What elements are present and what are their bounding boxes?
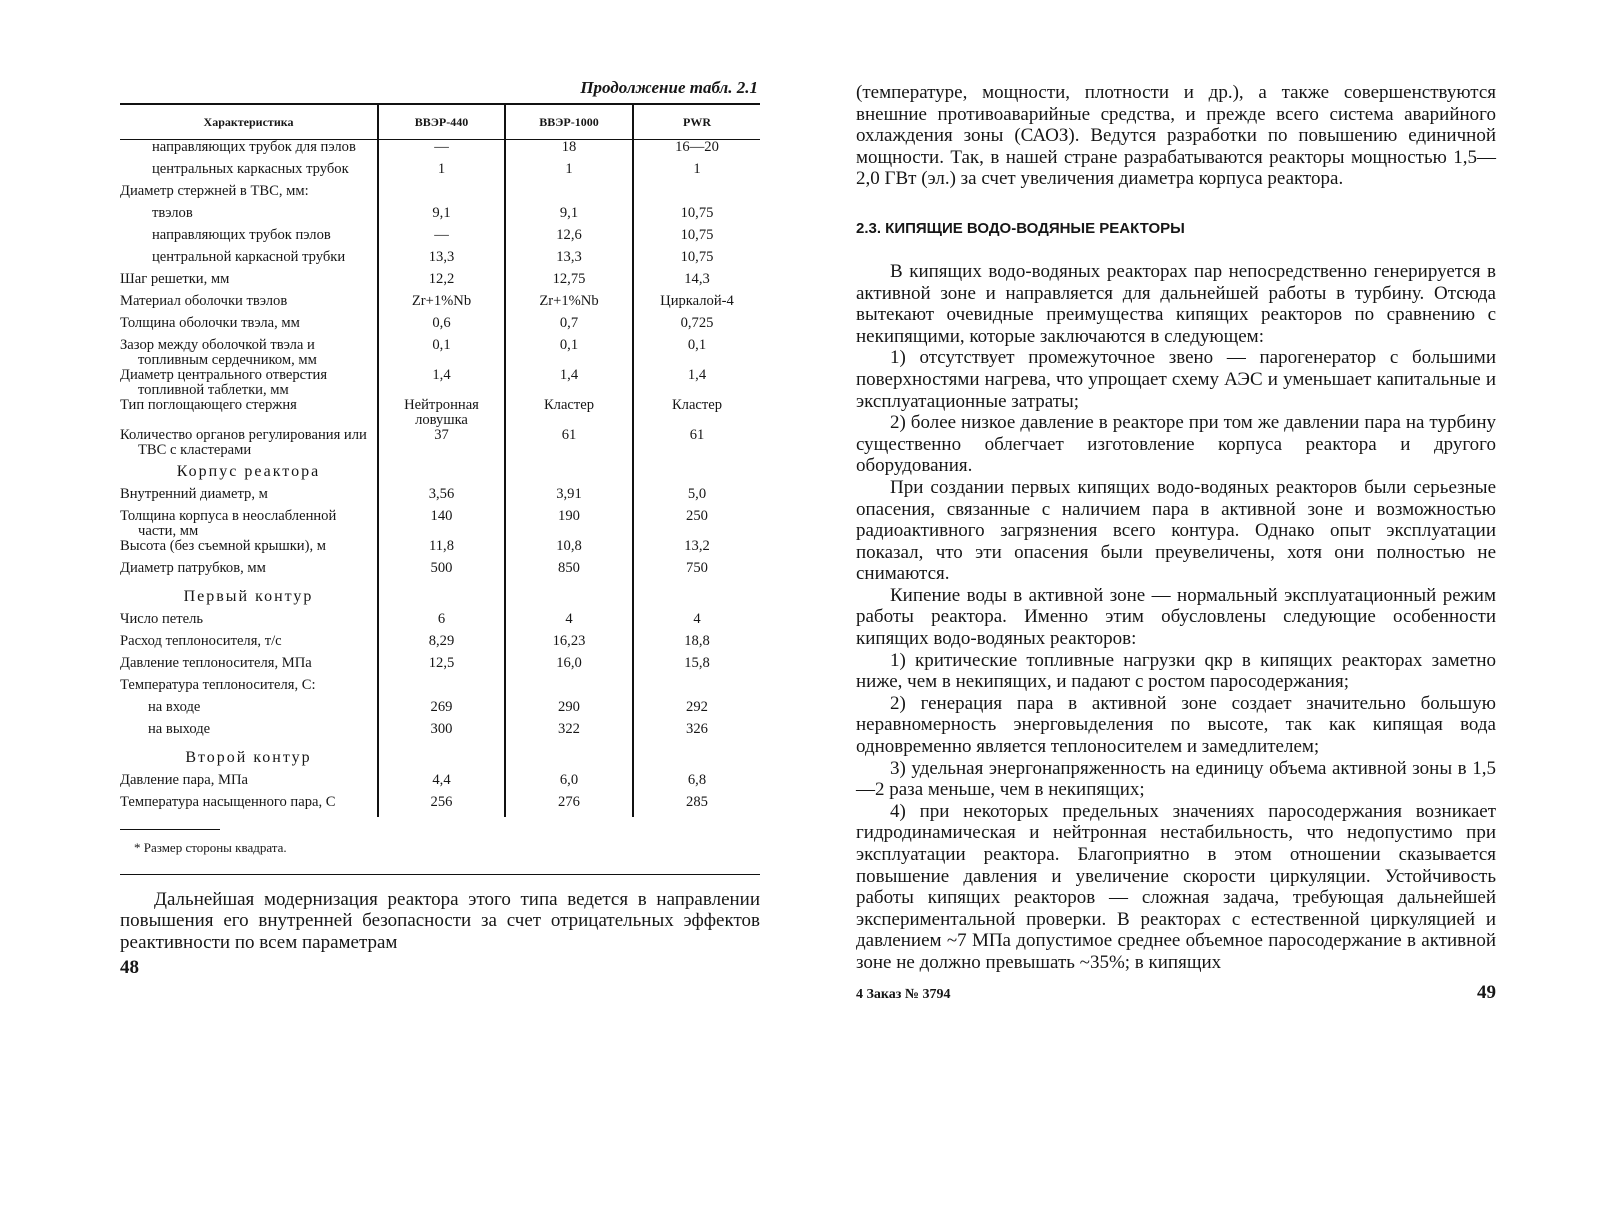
- row-label: [120, 773, 378, 795]
- right-intro: [856, 82, 1496, 190]
- row-label: [120, 634, 378, 656]
- body-paragraph: 1) критические топливные нагрузки qкр в кипящих реакторах заметно ниже, чем в некипящих, и падают с ростом паросодержания;: [856, 649, 1496, 693]
- value-vver440: 0,6: [378, 316, 505, 338]
- table-row: [120, 722, 760, 744]
- row-label-text: Давление теплоносителя, МПа: [120, 654, 312, 671]
- left-paragraph: Дальнейшая модернизация реактора этого типа ведется в направлении повышения его внутренней безопасности за счет отрицательных эффектов реактивности по всем параметрам: [120, 888, 760, 953]
- empty-cell: [633, 458, 760, 487]
- table-row: [120, 428, 760, 458]
- value-vver1000: 190: [505, 509, 633, 539]
- body-paragraph: Кипение воды в активной зоне — нормальный эксплуатационный режим работы реактора. Именно этим обусловлены следующие особенности кипящих водо-водяных реакторов:: [856, 584, 1496, 650]
- value-vver1000: Zr+1%Nb: [505, 294, 633, 316]
- table-body: [120, 140, 760, 817]
- row-label: [120, 398, 378, 428]
- value-pwr: 61: [633, 428, 760, 458]
- value-vver1000: 276: [505, 795, 633, 817]
- table-row: [120, 656, 760, 678]
- row-label: [120, 428, 378, 458]
- row-label-text: Температура насыщенного пара, С: [120, 793, 336, 810]
- row-label: [120, 338, 378, 368]
- section-heading: Второй контур: [185, 748, 312, 766]
- row-label: [120, 612, 378, 634]
- body-paragraph: 4) при некоторых предельных значениях паросодержания возникает гидродинамическая и нейтронная нестабильность, что недопустимо при эксплуатации реактора. Благоприятно в этом отношении сказывается повышение давления и увеличение скорости циркуляции. Устойчивость работы кипящих реакторов — сложная задача, требующая дальнейшей экспериментальной проверки. В реакторах с естественной циркуляцией и давлением ~7 МПа допустимое среднее объемное паросодержание в активной зоне не должно превышать ~35%; в кипящих: [856, 800, 1496, 973]
- value-pwr: 5,0: [633, 487, 760, 509]
- value-pwr: 10,75: [633, 228, 760, 250]
- value-vver440: 6: [378, 612, 505, 634]
- value-vver1000: 10,8: [505, 539, 633, 561]
- value-pwr: 0,725: [633, 316, 760, 338]
- value-vver440: —: [378, 228, 505, 250]
- table-section-row: [120, 458, 760, 487]
- value-vver1000: 322: [505, 722, 633, 744]
- value-vver440: [378, 678, 505, 700]
- row-label: [120, 184, 378, 206]
- value-vver440: 1,4: [378, 368, 505, 398]
- value-pwr: 10,75: [633, 206, 760, 228]
- value-vver1000: 1,4: [505, 368, 633, 398]
- table-row: [120, 272, 760, 294]
- value-pwr: Циркалой-4: [633, 294, 760, 316]
- row-label-text: Толщина оболочки твэла, мм: [120, 314, 300, 331]
- section-heading: Корпус реактора: [176, 462, 321, 480]
- table-row: [120, 338, 760, 368]
- table-row: [120, 773, 760, 795]
- page-bottom-rule: [120, 874, 760, 875]
- row-label-text: направляющих трубок пэлов: [152, 226, 331, 243]
- value-pwr: 4: [633, 612, 760, 634]
- row-label: [120, 206, 378, 228]
- empty-cell: [378, 744, 505, 773]
- value-pwr: 1: [633, 162, 760, 184]
- row-label-text: на выходе: [148, 720, 211, 737]
- row-label-text: Температура теплоносителя, С:: [120, 676, 316, 693]
- value-vver1000: Кластер: [505, 398, 633, 428]
- value-vver1000: 18: [505, 140, 633, 162]
- value-vver440: 8,29: [378, 634, 505, 656]
- value-pwr: 292: [633, 700, 760, 722]
- row-label-text: центральной каркасной трубки: [152, 248, 346, 265]
- footnote-rule: [120, 829, 220, 830]
- table-row: [120, 539, 760, 561]
- table-row: [120, 487, 760, 509]
- header-vver440: ВВЭР-440: [378, 105, 505, 140]
- value-pwr: 13,2: [633, 539, 760, 561]
- left-body-text: [120, 889, 760, 954]
- row-label-text: центральных каркасных трубок: [152, 160, 349, 177]
- table-row: [120, 250, 760, 272]
- row-label-text: Диаметр центрального отверстия топливной таблетки, мм: [120, 366, 328, 398]
- header-vver1000: ВВЭР-1000: [505, 105, 633, 140]
- value-pwr: 16—20: [633, 140, 760, 162]
- row-label-text: Диаметр стержней в ТВС, мм:: [120, 182, 309, 199]
- value-pwr: Кластер: [633, 398, 760, 428]
- table-row: [120, 509, 760, 539]
- value-vver440: [378, 184, 505, 206]
- value-vver1000: 0,7: [505, 316, 633, 338]
- value-vver1000: 61: [505, 428, 633, 458]
- table-row: [120, 398, 760, 428]
- value-pwr: 18,8: [633, 634, 760, 656]
- row-label: [120, 294, 378, 316]
- row-label: [120, 140, 378, 162]
- row-label: [120, 656, 378, 678]
- table-row: [120, 634, 760, 656]
- row-label-text: Толщина корпуса в неослабленной части, мм: [120, 507, 337, 539]
- table-row: [120, 206, 760, 228]
- row-label-text: Внутренний диаметр, м: [120, 485, 268, 502]
- value-vver440: 0,1: [378, 338, 505, 368]
- table-row: [120, 368, 760, 398]
- value-pwr: 750: [633, 561, 760, 583]
- value-pwr: 1,4: [633, 368, 760, 398]
- row-label-text: Тип поглощающего стержня: [120, 396, 297, 413]
- table-row: [120, 294, 760, 316]
- value-pwr: [633, 184, 760, 206]
- value-vver440: Нейтронная ловушка: [378, 398, 505, 428]
- table-row: [120, 184, 760, 206]
- body-paragraph: При создании первых кипящих водо-водяных реакторов были серьезные опасения, связанные с наличием пара в активной зоне и возможностью радиоактивного загрязнения всего контура. Однако опыт эксплуатации показал, что эти опасения были преувеличены, хотя они полностью не снимаются.: [856, 476, 1496, 585]
- row-label-text: Материал оболочки твэлов: [120, 292, 288, 309]
- value-vver1000: [505, 184, 633, 206]
- row-label: [120, 228, 378, 250]
- row-label: [120, 722, 378, 744]
- table-row: [120, 795, 760, 817]
- empty-cell: [505, 744, 633, 773]
- value-vver440: 140: [378, 509, 505, 539]
- row-label: [120, 487, 378, 509]
- order-number: 4 Заказ № 3794: [856, 986, 951, 1002]
- table-row: [120, 561, 760, 583]
- row-label: [120, 678, 378, 700]
- body-paragraph: 1) отсутствует промежуточное звено — парогенератор с большими поверхностями нагрева, что упрощает схему АЭС и уменьшает капитальные и эксплуатационные затраты;: [856, 347, 1496, 412]
- value-vver1000: 290: [505, 700, 633, 722]
- empty-cell: [378, 583, 505, 612]
- left-page: [120, 78, 760, 1138]
- row-label: [120, 316, 378, 338]
- value-vver440: —: [378, 140, 505, 162]
- table-row: [120, 140, 760, 162]
- header-characteristic: Характеристика: [120, 105, 378, 140]
- value-vver1000: 9,1: [505, 206, 633, 228]
- table-row: [120, 162, 760, 184]
- row-label: [120, 795, 378, 817]
- row-label: [120, 368, 378, 398]
- value-pwr: 15,8: [633, 656, 760, 678]
- value-vver1000: 1: [505, 162, 633, 184]
- empty-cell: [505, 458, 633, 487]
- right-footer: [856, 982, 1496, 1004]
- row-label: [120, 561, 378, 583]
- value-vver1000: 850: [505, 561, 633, 583]
- right-body-text: [856, 261, 1496, 974]
- value-vver440: 3,56: [378, 487, 505, 509]
- row-label: [120, 272, 378, 294]
- table-row: [120, 612, 760, 634]
- table-row: [120, 316, 760, 338]
- table-header-row: [120, 105, 760, 140]
- value-vver1000: 3,91: [505, 487, 633, 509]
- spec-table: [120, 105, 760, 817]
- value-pwr: 326: [633, 722, 760, 744]
- row-label: [120, 509, 378, 539]
- value-vver1000: 16,0: [505, 656, 633, 678]
- table-row: [120, 228, 760, 250]
- table-section-row: [120, 744, 760, 773]
- row-label: [120, 700, 378, 722]
- value-vver440: 269: [378, 700, 505, 722]
- value-vver440: Zr+1%Nb: [378, 294, 505, 316]
- table-row: [120, 678, 760, 700]
- row-label-text: на входе: [148, 698, 201, 715]
- row-label: [120, 162, 378, 184]
- row-label-text: Зазор между оболочкой твэла и топливным сердечником, мм: [120, 336, 317, 368]
- row-label-text: Количество органов регулирования или ТВС с кластерами: [120, 426, 367, 458]
- empty-cell: [505, 583, 633, 612]
- row-label-text: Число петель: [120, 610, 204, 627]
- value-vver1000: 4: [505, 612, 633, 634]
- value-vver440: 11,8: [378, 539, 505, 561]
- footnote: * Размер стороны квадрата.: [134, 839, 287, 855]
- value-vver440: 12,5: [378, 656, 505, 678]
- intro-paragraph: (температуре, мощности, плотности и др.), а также совершенствуются внешние противоаварийные средства, и прежде всего система аварийного охлаждения зоны (САОЗ). Ведутся разработки по повышению единичной мощности. Так, в нашей стране разрабатываются реакторы мощностью 1,5—2,0 ГВт (эл.) за счет увеличения диаметра корпуса реактора.: [856, 82, 1496, 190]
- value-vver440: 9,1: [378, 206, 505, 228]
- right-page: [856, 82, 1496, 1142]
- row-label: [120, 539, 378, 561]
- row-label-text: Диаметр патрубков, мм: [120, 559, 266, 576]
- value-vver440: 13,3: [378, 250, 505, 272]
- value-vver1000: 12,75: [505, 272, 633, 294]
- value-pwr: 285: [633, 795, 760, 817]
- empty-cell: [378, 458, 505, 487]
- value-vver1000: 12,6: [505, 228, 633, 250]
- value-vver440: 300: [378, 722, 505, 744]
- value-vver440: 37: [378, 428, 505, 458]
- section-title: 2.3. КИПЯЩИЕ ВОДО-ВОДЯНЫЕ РЕАКТОРЫ: [856, 219, 1185, 237]
- value-vver440: 256: [378, 795, 505, 817]
- row-label-text: направляющих трубок для пэлов: [152, 139, 356, 155]
- value-pwr: 0,1: [633, 338, 760, 368]
- body-paragraph: 3) удельная энергонапряженность на единицу объема активной зоны в 1,5—2 раза меньше, чем в некипящих;: [856, 757, 1496, 801]
- table-row: [120, 700, 760, 722]
- right-page-number: 49: [1477, 981, 1496, 1003]
- value-vver1000: 16,23: [505, 634, 633, 656]
- row-label-text: твэлов: [152, 204, 193, 221]
- row-label-text: Расход теплоносителя, т/с: [120, 632, 282, 649]
- row-label-text: Высота (без съемной крышки), м: [120, 537, 326, 554]
- value-vver1000: 6,0: [505, 773, 633, 795]
- section-heading: Первый контур: [183, 587, 314, 605]
- value-vver440: 1: [378, 162, 505, 184]
- value-vver440: 12,2: [378, 272, 505, 294]
- row-label: [120, 250, 378, 272]
- row-label-text: Давление пара, МПа: [120, 771, 248, 788]
- table-caption: Продолжение табл. 2.1: [580, 78, 758, 97]
- value-vver1000: [505, 678, 633, 700]
- value-vver1000: 13,3: [505, 250, 633, 272]
- row-label-text: Шаг решетки, мм: [120, 270, 230, 287]
- value-pwr: 10,75: [633, 250, 760, 272]
- value-vver440: 500: [378, 561, 505, 583]
- value-pwr: 14,3: [633, 272, 760, 294]
- body-paragraph: 2) генерация пара в активной зоне создает значительно большую неравномерность энерговыделения по высоте, так как кипящая вода одновременно является теплоносителем и замедлителем;: [856, 692, 1496, 758]
- table-section-row: [120, 583, 760, 612]
- body-paragraph: 2) более низкое давление в реакторе при том же давлении пара на турбину существенно облегчает изготовление корпуса реактора и другого оборудования.: [856, 412, 1496, 477]
- body-paragraph: В кипящих водо-водяных реакторах пар непосредственно генерируется в активной зоне и направляется для дальнейшей работы в турбину. Отсюда вытекают очевидные преимущества кипящих реакторов по сравнению с некипящими, которые заключаются в следующем:: [856, 260, 1496, 347]
- value-vver1000: 0,1: [505, 338, 633, 368]
- value-pwr: [633, 678, 760, 700]
- left-page-number: 48: [120, 957, 139, 979]
- empty-cell: [633, 744, 760, 773]
- header-pwr: PWR: [633, 105, 760, 140]
- value-vver440: 4,4: [378, 773, 505, 795]
- value-pwr: 6,8: [633, 773, 760, 795]
- empty-cell: [633, 583, 760, 612]
- value-pwr: 250: [633, 509, 760, 539]
